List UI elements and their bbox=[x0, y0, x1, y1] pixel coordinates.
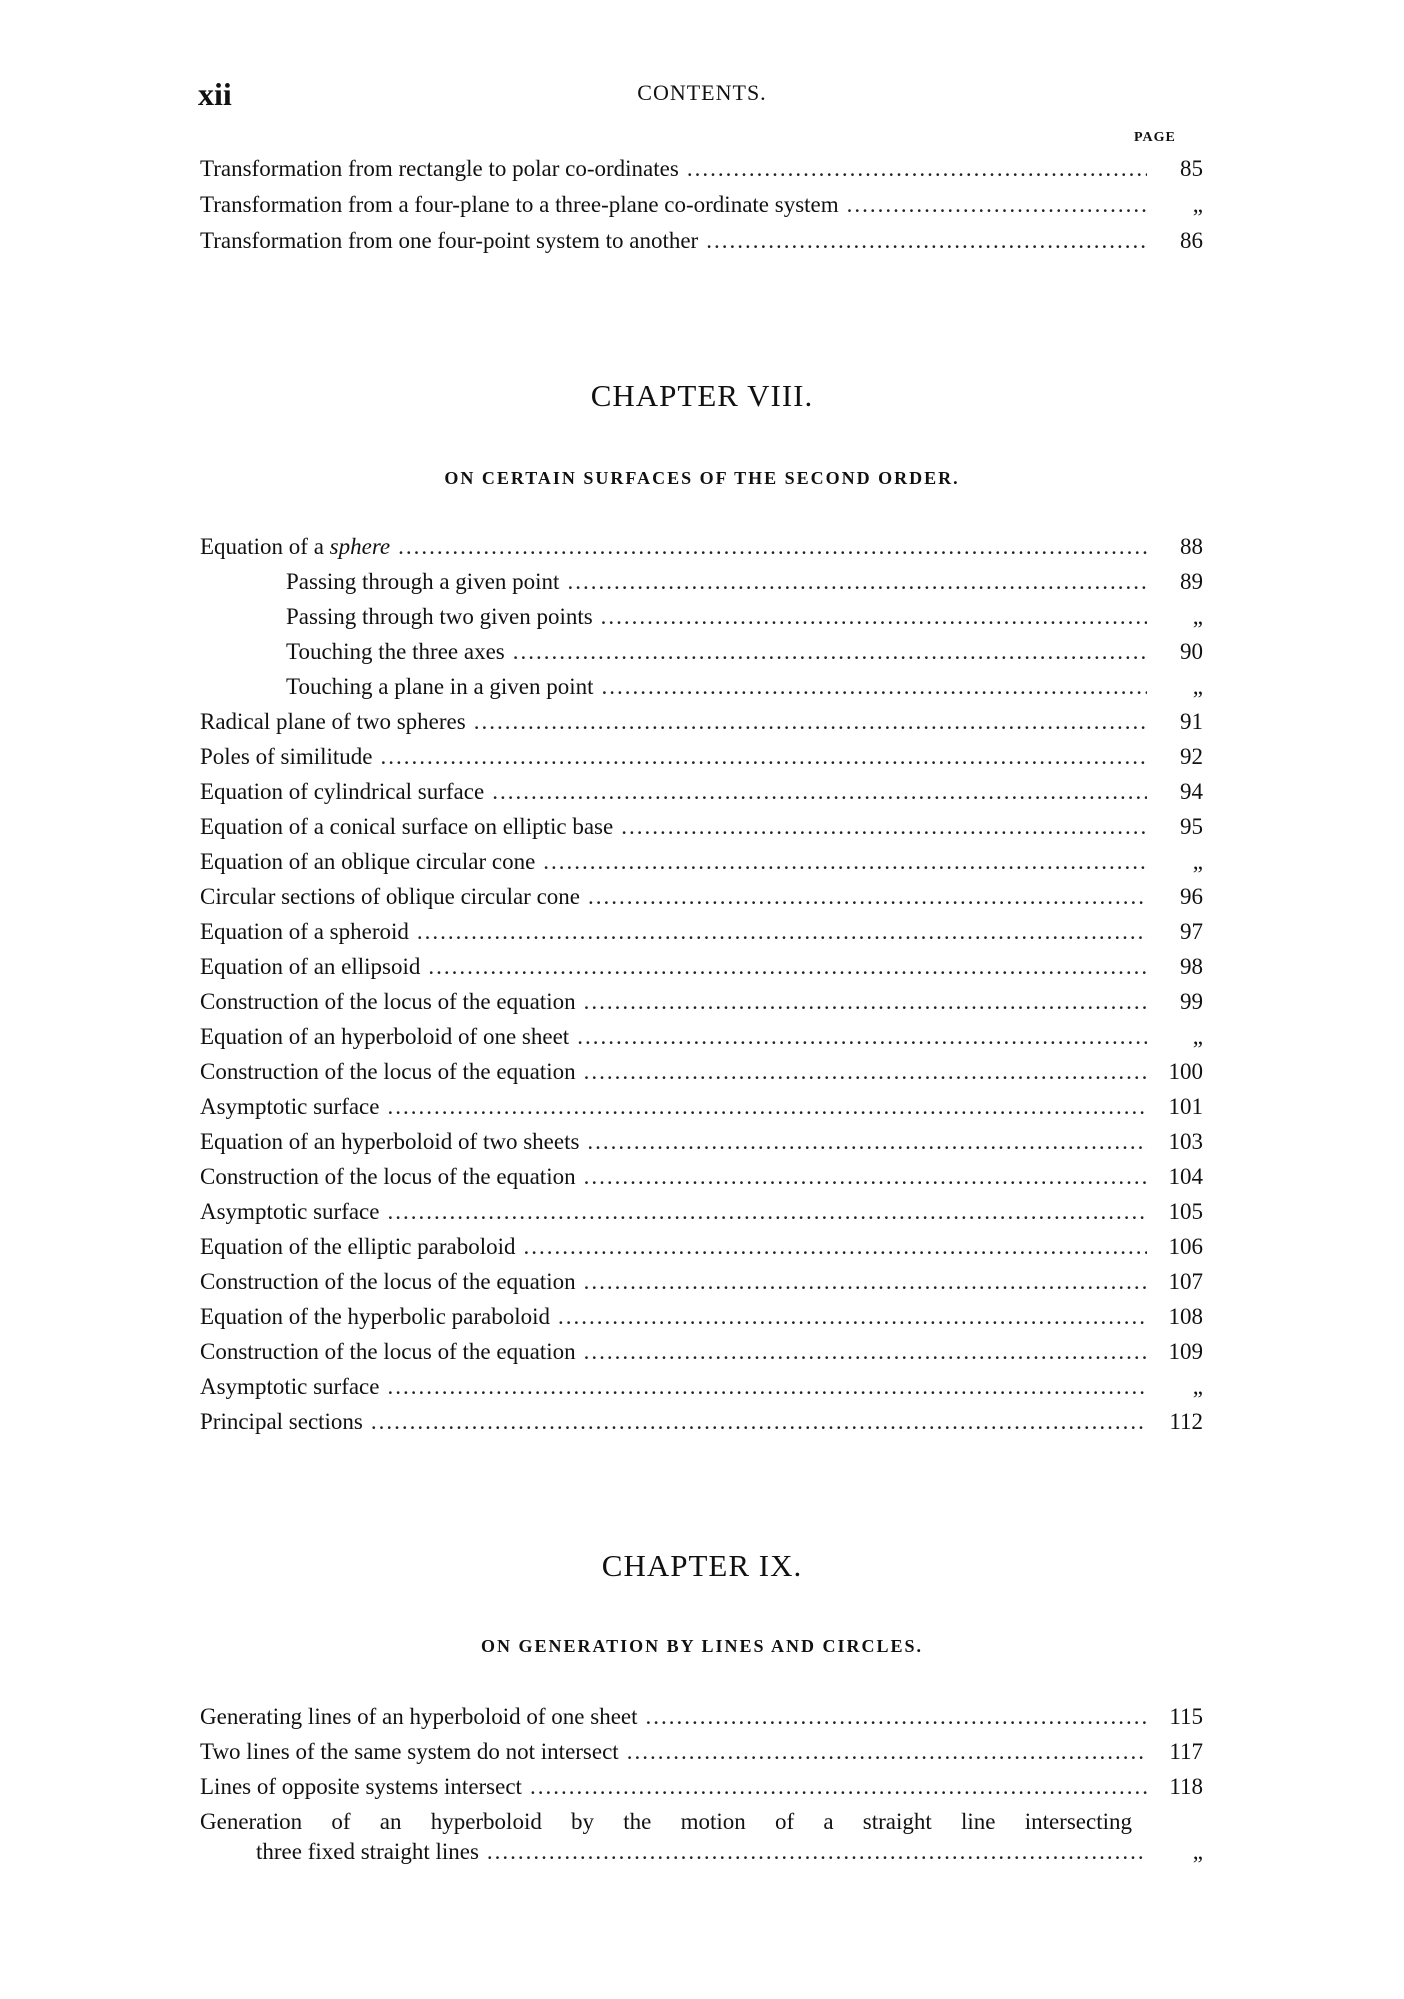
chapter-heading: CHAPTER IX. bbox=[601, 1548, 803, 1583]
toc-entry bbox=[200, 156, 1203, 186]
toc-entry bbox=[200, 814, 1203, 844]
dot-leader bbox=[474, 709, 1147, 735]
toc-entry-title: Equation of a sphere bbox=[200, 534, 391, 559]
dot-leader bbox=[487, 1839, 1147, 1865]
toc-entry-page: „ bbox=[1192, 1024, 1203, 1049]
toc-entry-page: 92 bbox=[1180, 744, 1203, 769]
toc-entry bbox=[200, 744, 1203, 774]
chapter-heading: CHAPTER VIII. bbox=[590, 378, 814, 413]
toc-entry-title: Equation of an hyperboloid of one sheet bbox=[200, 1024, 570, 1049]
dot-leader bbox=[621, 814, 1147, 840]
toc-entry-title: Passing through a given point bbox=[286, 569, 560, 594]
toc-entry-title: Poles of similitude bbox=[200, 744, 373, 769]
toc-entry-page: 100 bbox=[1168, 1059, 1203, 1084]
toc-entry bbox=[200, 1704, 1203, 1734]
dot-leader bbox=[513, 639, 1147, 665]
dot-leader bbox=[588, 884, 1147, 910]
toc-entry-title: Equation of a spheroid bbox=[200, 919, 409, 944]
toc-entry bbox=[200, 1234, 1203, 1264]
toc-entry bbox=[200, 1199, 1203, 1229]
dot-leader bbox=[602, 674, 1147, 700]
dot-leader bbox=[558, 1304, 1147, 1330]
toc-entry-page: 91 bbox=[1180, 709, 1203, 734]
toc-entry-title: Radical plane of two spheres bbox=[200, 709, 466, 734]
toc-entry-title: Asymptotic surface bbox=[200, 1199, 380, 1224]
toc-entry-title: Generation of an hyperboloid by the motion of a straight line intersecting bbox=[200, 1809, 1132, 1834]
toc-entry-page: „ bbox=[1192, 1374, 1203, 1399]
toc-entry-title: Two lines of the same system do not intersect bbox=[200, 1739, 619, 1764]
toc-entry-page: 103 bbox=[1168, 1129, 1203, 1154]
dot-leader bbox=[584, 1339, 1147, 1365]
toc-entry-page: 95 bbox=[1180, 814, 1203, 839]
toc-entry-title: Construction of the locus of the equation bbox=[200, 1269, 576, 1294]
dot-leader bbox=[584, 1269, 1147, 1295]
toc-entry-page: „ bbox=[1192, 849, 1203, 874]
toc-entry-page: „ bbox=[1192, 604, 1203, 629]
toc-entry-page: 115 bbox=[1169, 1704, 1203, 1729]
dot-leader bbox=[706, 228, 1147, 254]
toc-entry bbox=[200, 1339, 1203, 1369]
dot-leader bbox=[646, 1704, 1147, 1730]
toc-entry bbox=[200, 1409, 1203, 1439]
toc-entry-page: 117 bbox=[1169, 1739, 1203, 1764]
toc-entry-title: Equation of the elliptic paraboloid bbox=[200, 1234, 516, 1259]
toc-entry-title: Asymptotic surface bbox=[200, 1374, 380, 1399]
toc-entry bbox=[200, 674, 1203, 704]
toc-entry-title: Equation of cylindrical surface bbox=[200, 779, 485, 804]
toc-entry-title: Transformation from one four-point system to another bbox=[200, 228, 699, 253]
chapter-subtitle: ON CERTAIN SURFACES OF THE SECOND ORDER. bbox=[444, 468, 960, 488]
dot-leader bbox=[601, 604, 1147, 630]
toc-entry bbox=[200, 1094, 1203, 1124]
toc-entry-title: Transformation from rectangle to polar co-ordinates bbox=[200, 156, 679, 181]
toc-entry bbox=[200, 639, 1203, 669]
toc-entry-page: 118 bbox=[1169, 1774, 1203, 1799]
toc-entry-title: Generating lines of an hyperboloid of one sheet bbox=[200, 1704, 638, 1729]
dot-leader bbox=[587, 1129, 1147, 1155]
toc-entry-title: Lines of opposite systems intersect bbox=[200, 1774, 522, 1799]
toc-entry-page: 99 bbox=[1180, 989, 1203, 1014]
toc-entry bbox=[200, 849, 1203, 879]
toc-entry-page: 105 bbox=[1168, 1199, 1203, 1224]
toc-entry bbox=[200, 1739, 1203, 1769]
toc-entry-page: 90 bbox=[1180, 639, 1203, 664]
toc-entry-title: Asymptotic surface bbox=[200, 1094, 380, 1119]
dot-leader bbox=[524, 1234, 1147, 1260]
toc-entry-page: „ bbox=[1192, 674, 1203, 699]
toc-entry-page: 108 bbox=[1168, 1304, 1203, 1329]
dot-leader bbox=[584, 1164, 1147, 1190]
toc-entry bbox=[200, 604, 1203, 634]
toc-entry-page: 94 bbox=[1180, 779, 1203, 804]
toc-entry-title: Circular sections of oblique circular cone bbox=[200, 884, 580, 909]
toc-entry bbox=[200, 954, 1203, 984]
toc-entry-page: 104 bbox=[1168, 1164, 1203, 1189]
toc-entry bbox=[200, 1269, 1203, 1299]
dot-leader bbox=[567, 569, 1147, 595]
toc-entry-title: Touching the three axes bbox=[286, 639, 505, 664]
toc-entry-wrapped bbox=[200, 1809, 1203, 1871]
toc-entry bbox=[200, 1164, 1203, 1194]
toc-entry-page: 89 bbox=[1180, 569, 1203, 594]
toc-entry-title: Touching a plane in a given point bbox=[286, 674, 594, 699]
toc-entry bbox=[200, 1059, 1203, 1089]
toc-entry-page: 98 bbox=[1180, 954, 1203, 979]
dot-leader bbox=[492, 779, 1147, 805]
dot-leader bbox=[687, 156, 1147, 182]
dot-leader bbox=[530, 1774, 1147, 1800]
toc-entry bbox=[200, 569, 1203, 599]
toc-entry-page: 107 bbox=[1168, 1269, 1203, 1294]
toc-entry-title: Construction of the locus of the equation bbox=[200, 1059, 576, 1084]
toc-entry-page: 112 bbox=[1169, 1409, 1203, 1434]
toc-entry-page: 88 bbox=[1180, 534, 1203, 559]
page-number: xii bbox=[198, 76, 232, 112]
toc-entry bbox=[200, 1374, 1203, 1404]
toc-entry-title: Transformation from a four-plane to a three-plane co-ordinate system bbox=[200, 192, 839, 217]
dot-leader bbox=[577, 1024, 1147, 1050]
toc-entry-title: Equation of an hyperboloid of two sheets bbox=[200, 1129, 580, 1154]
toc-entry bbox=[200, 192, 1203, 222]
toc-entry-title: Construction of the locus of the equation bbox=[200, 1164, 576, 1189]
dot-leader bbox=[387, 1094, 1147, 1120]
chapter-subtitle: ON GENERATION BY LINES AND CIRCLES. bbox=[480, 1636, 924, 1656]
dot-leader bbox=[584, 989, 1147, 1015]
toc-entry-page: „ bbox=[1192, 1839, 1203, 1864]
toc-entry-page: „ bbox=[1192, 192, 1203, 217]
toc-entry bbox=[200, 1129, 1203, 1159]
dot-leader bbox=[398, 534, 1147, 560]
toc-entry-title: Equation of a conical surface on elliptic base bbox=[200, 814, 614, 839]
toc-entry bbox=[200, 1304, 1203, 1334]
toc-entry bbox=[200, 779, 1203, 809]
toc-entry-page: 101 bbox=[1168, 1094, 1203, 1119]
toc-entry-page: 109 bbox=[1168, 1339, 1203, 1364]
toc-entry-title: Equation of the hyperbolic paraboloid bbox=[200, 1304, 551, 1329]
toc-entry bbox=[200, 534, 1203, 564]
toc-entry-continuation bbox=[200, 1839, 1203, 1865]
dot-leader bbox=[584, 1059, 1147, 1085]
toc-entry-page: 106 bbox=[1168, 1234, 1203, 1259]
toc-entry-page: 96 bbox=[1180, 884, 1203, 909]
toc-entry bbox=[200, 1774, 1203, 1804]
toc-entry-title: Equation of an ellipsoid bbox=[200, 954, 421, 979]
toc-entry-title: Construction of the locus of the equation bbox=[200, 1339, 576, 1364]
dot-leader bbox=[371, 1409, 1147, 1435]
toc-entry-title: Principal sections bbox=[200, 1409, 363, 1434]
page-column-label: PAGE bbox=[1134, 130, 1176, 145]
toc-entry-title: Equation of an oblique circular cone bbox=[200, 849, 536, 874]
dot-leader bbox=[847, 192, 1147, 218]
dot-leader bbox=[381, 744, 1148, 770]
running-head: CONTENTS. bbox=[637, 80, 767, 105]
toc-entry-page: 85 bbox=[1180, 156, 1203, 181]
toc-entry bbox=[200, 228, 1203, 258]
toc-entry bbox=[200, 1024, 1203, 1054]
dot-leader bbox=[417, 919, 1147, 945]
dot-leader bbox=[627, 1739, 1147, 1765]
toc-entry bbox=[200, 709, 1203, 739]
dot-leader bbox=[543, 849, 1147, 875]
toc-entry bbox=[200, 989, 1203, 1019]
toc-entry-title-continued: three fixed straight lines bbox=[256, 1839, 479, 1864]
toc-entry-title: Passing through two given points bbox=[286, 604, 593, 629]
toc-entry-page: 86 bbox=[1180, 228, 1203, 253]
toc-entry-title: Construction of the locus of the equation bbox=[200, 989, 576, 1014]
toc-entry bbox=[200, 919, 1203, 949]
toc-entry-page: 97 bbox=[1180, 919, 1203, 944]
dot-leader bbox=[387, 1199, 1147, 1225]
toc-entry-title-emphasis: sphere bbox=[329, 534, 391, 559]
dot-leader bbox=[428, 954, 1147, 980]
dot-leader bbox=[387, 1374, 1147, 1400]
toc-entry bbox=[200, 884, 1203, 914]
